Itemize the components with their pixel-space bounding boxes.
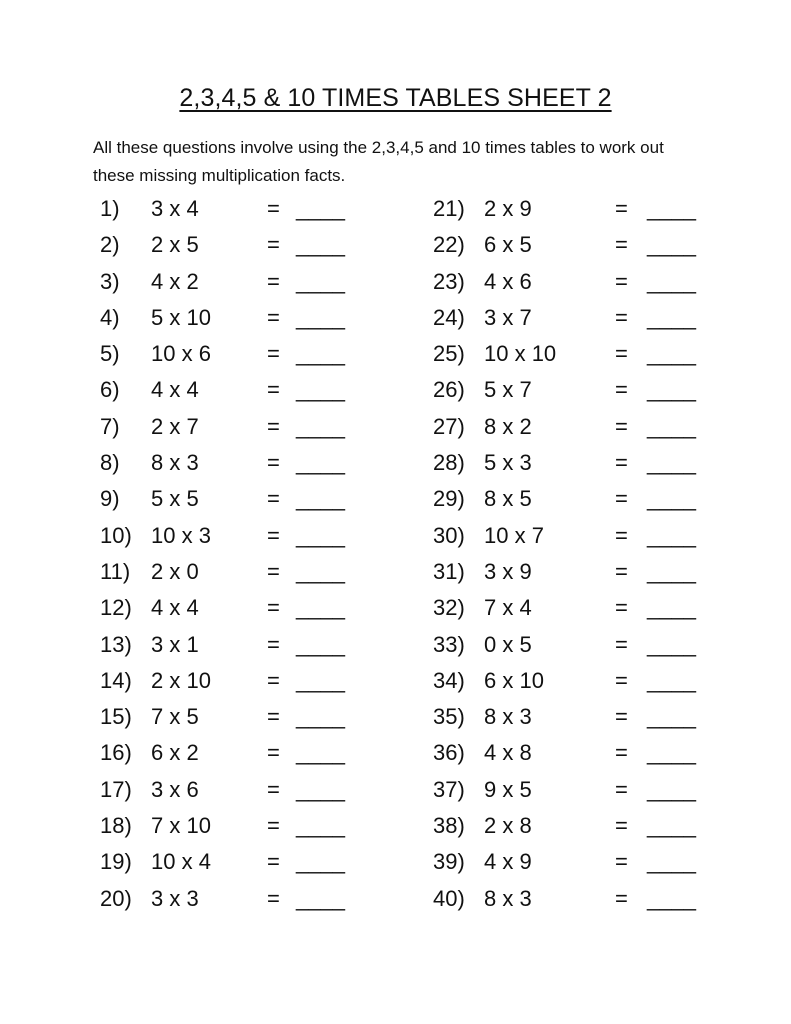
question-number: 31) [433,558,465,584]
equals-sign: = [267,268,280,294]
answer-blank[interactable]: ____ [647,377,696,403]
question-number: 23) [433,268,465,294]
equals-sign: = [267,486,280,512]
question-expression: 3 x 9 [484,558,532,584]
question-number: 12) [100,595,132,621]
question-row [100,810,400,846]
question-expression: 2 x 10 [151,667,211,693]
question-row [433,665,733,701]
question-number: 4) [100,304,120,330]
question-expression: 10 x 10 [484,341,557,367]
answer-blank[interactable]: ____ [647,341,696,367]
question-row [433,701,733,737]
question-expression: 2 x 8 [484,813,532,839]
question-row [100,266,400,302]
equals-sign: = [267,232,280,258]
question-number: 22) [433,232,465,258]
equals-sign: = [267,740,280,766]
question-number: 34) [433,667,465,693]
equals-sign: = [615,377,628,403]
question-number: 6) [100,377,120,403]
question-row [100,592,400,628]
question-expression: 8 x 3 [151,450,199,476]
equals-sign: = [267,849,280,875]
question-number: 2) [100,232,120,258]
equals-sign: = [267,776,280,802]
question-expression: 5 x 10 [151,304,211,330]
question-row [433,883,733,919]
answer-blank[interactable]: ____ [647,486,696,512]
question-number: 21) [433,196,465,221]
question-row [433,483,733,519]
equals-sign: = [267,704,280,730]
equals-sign: = [615,776,628,802]
answer-blank[interactable]: ____ [296,813,345,839]
question-expression: 2 x 7 [151,413,199,439]
question-row [433,411,733,447]
question-expression: 0 x 5 [484,631,532,657]
answer-blank[interactable]: ____ [296,667,345,693]
answer-blank[interactable]: ____ [296,450,345,476]
equals-sign: = [267,341,280,367]
answer-blank[interactable]: ____ [296,885,345,911]
answer-blank[interactable]: ____ [647,450,696,476]
question-expression: 4 x 4 [151,595,199,621]
answer-blank[interactable]: ____ [296,377,345,403]
answer-blank[interactable]: ____ [647,740,696,766]
equals-sign: = [615,522,628,548]
answer-blank[interactable]: ____ [647,268,696,294]
equals-sign: = [615,196,628,221]
answer-blank[interactable]: ____ [647,413,696,439]
answer-blank[interactable]: ____ [647,232,696,258]
question-row [433,520,733,556]
answer-blank[interactable]: ____ [647,558,696,584]
answer-blank[interactable]: ____ [296,341,345,367]
question-number: 24) [433,304,465,330]
answer-blank[interactable]: ____ [647,813,696,839]
question-row [100,374,400,410]
question-number: 29) [433,486,465,512]
answer-blank[interactable]: ____ [296,704,345,730]
equals-sign: = [615,268,628,294]
question-row [433,229,733,265]
question-expression: 4 x 2 [151,268,199,294]
equals-sign: = [267,813,280,839]
question-expression: 7 x 10 [151,813,211,839]
answer-blank[interactable]: ____ [647,631,696,657]
equals-sign: = [615,631,628,657]
question-number: 32) [433,595,465,621]
question-row [433,810,733,846]
answer-blank[interactable]: ____ [296,849,345,875]
question-number: 30) [433,522,465,548]
question-row [100,302,400,338]
equals-sign: = [615,341,628,367]
equals-sign: = [267,522,280,548]
equals-sign: = [615,413,628,439]
equals-sign: = [615,304,628,330]
question-number: 10) [100,522,132,548]
question-expression: 3 x 7 [484,304,532,330]
question-number: 11) [100,558,131,584]
question-expression: 5 x 5 [151,486,199,512]
question-number: 9) [100,486,120,512]
answer-blank[interactable]: ____ [647,667,696,693]
question-row [100,774,400,810]
question-row [433,629,733,665]
question-number: 37) [433,776,465,802]
equals-sign: = [615,232,628,258]
answer-blank[interactable]: ____ [647,704,696,730]
answer-blank[interactable]: ____ [647,196,696,221]
question-number: 15) [100,704,132,730]
question-number: 26) [433,377,465,403]
answer-blank[interactable]: ____ [296,268,345,294]
question-expression: 7 x 4 [484,595,532,621]
question-row [433,556,733,592]
equals-sign: = [615,740,628,766]
question-row [100,483,400,519]
question-expression: 10 x 7 [484,522,544,548]
equals-sign: = [267,595,280,621]
question-row [433,737,733,773]
question-expression: 3 x 1 [151,631,199,657]
question-row [100,556,400,592]
equals-sign: = [615,885,628,911]
question-expression: 8 x 3 [484,704,532,730]
question-row [433,846,733,882]
question-expression: 3 x 6 [151,776,199,802]
answer-blank[interactable]: ____ [296,631,345,657]
question-number: 35) [433,704,465,730]
question-column-left [100,193,400,919]
question-row [100,229,400,265]
question-row [100,411,400,447]
question-row [433,338,733,374]
question-expression: 4 x 9 [484,849,532,875]
question-row [433,302,733,338]
question-expression: 10 x 6 [151,341,211,367]
equals-sign: = [615,667,628,693]
question-expression: 6 x 5 [484,232,532,258]
answer-blank[interactable]: ____ [647,885,696,911]
question-row [433,774,733,810]
equals-sign: = [615,595,628,621]
question-row [433,592,733,628]
equals-sign: = [267,196,280,221]
question-expression: 9 x 5 [484,776,532,802]
question-expression: 10 x 3 [151,522,211,548]
equals-sign: = [615,849,628,875]
question-expression: 2 x 9 [484,196,532,221]
question-number: 17) [100,776,132,802]
question-number: 19) [100,849,132,875]
instructions-line-1: All these questions involve using the 2,3,4,5 and 10 times tables to work out [93,138,664,157]
equals-sign: = [267,304,280,330]
question-number: 7) [100,413,120,439]
question-number: 36) [433,740,465,766]
question-row [433,374,733,410]
question-number: 1) [100,196,120,221]
equals-sign: = [267,667,280,693]
worksheet-title: 2,3,4,5 & 10 TIMES TABLES SHEET 2 [179,84,612,112]
question-number: 40) [433,885,465,911]
equals-sign: = [267,413,280,439]
question-number: 39) [433,849,465,875]
question-row [100,520,400,556]
question-row [433,266,733,302]
question-number: 38) [433,813,465,839]
question-row [100,447,400,483]
question-row [100,338,400,374]
question-expression: 8 x 5 [484,486,532,512]
question-expression: 6 x 2 [151,740,199,766]
question-row [100,701,400,737]
question-number: 3) [100,268,120,294]
instructions [93,134,753,190]
question-row [100,193,400,229]
equals-sign: = [267,450,280,476]
question-expression: 2 x 0 [151,558,199,584]
question-expression: 4 x 8 [484,740,532,766]
question-row [100,629,400,665]
question-column-right [433,193,733,919]
equals-sign: = [615,486,628,512]
equals-sign: = [267,558,280,584]
answer-blank[interactable]: ____ [296,196,345,221]
question-number: 27) [433,413,465,439]
question-expression: 3 x 3 [151,885,199,911]
equals-sign: = [267,631,280,657]
equals-sign: = [267,377,280,403]
question-expression: 10 x 4 [151,849,211,875]
equals-sign: = [615,450,628,476]
question-expression: 7 x 5 [151,704,199,730]
question-number: 14) [100,667,132,693]
equals-sign: = [615,704,628,730]
equals-sign: = [615,813,628,839]
question-number: 28) [433,450,465,476]
question-expression: 5 x 3 [484,450,532,476]
question-number: 5) [100,341,120,367]
question-expression: 8 x 3 [484,885,532,911]
question-expression: 6 x 10 [484,667,544,693]
instructions-line-2: these missing multiplication facts. [93,166,346,185]
question-expression: 5 x 7 [484,377,532,403]
answer-blank[interactable]: ____ [296,740,345,766]
question-row [100,846,400,882]
question-number: 16) [100,740,132,766]
answer-blank[interactable]: ____ [296,232,345,258]
answer-blank[interactable]: ____ [647,522,696,548]
answer-blank[interactable]: ____ [296,776,345,802]
question-row [100,665,400,701]
question-number: 13) [100,631,132,657]
answer-blank[interactable]: ____ [296,486,345,512]
question-number: 20) [100,885,132,911]
equals-sign: = [615,558,628,584]
answer-blank[interactable]: ____ [647,776,696,802]
question-number: 8) [100,450,120,476]
question-row [433,193,733,229]
answer-blank[interactable]: ____ [296,413,345,439]
question-expression: 2 x 5 [151,232,199,258]
answer-blank[interactable]: ____ [296,522,345,548]
question-expression: 4 x 6 [484,268,532,294]
answer-blank[interactable]: ____ [647,304,696,330]
answer-blank[interactable]: ____ [296,558,345,584]
question-number: 33) [433,631,465,657]
question-row [100,737,400,773]
question-number: 18) [100,813,132,839]
question-expression: 3 x 4 [151,196,199,221]
question-row [433,447,733,483]
question-number: 25) [433,341,465,367]
question-expression: 8 x 2 [484,413,532,439]
question-row [100,883,400,919]
question-expression: 4 x 4 [151,377,199,403]
answer-blank[interactable]: ____ [647,849,696,875]
answer-blank[interactable]: ____ [296,304,345,330]
answer-blank[interactable]: ____ [647,595,696,621]
answer-blank[interactable]: ____ [296,595,345,621]
equals-sign: = [267,885,280,911]
